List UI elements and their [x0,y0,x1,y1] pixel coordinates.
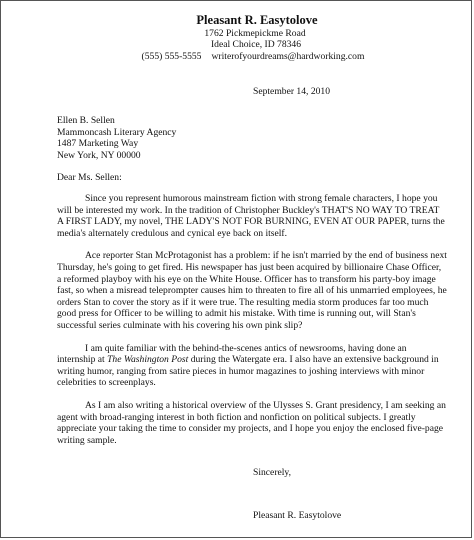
recipient-city: New York, NY 00000 [57,149,141,161]
sender-email: writerofyourdreams@hardworking.com [211,50,365,62]
paragraph-background-start: I am quite familiar with the behind-the-scenes antics of newsrooms, having done an internship at [57,342,407,366]
complimentary-close: Sincerely, [253,467,292,478]
signature-name: Pleasant R. Easytolove [253,510,342,521]
publication-title: The Washington Post [107,354,189,366]
sender-contact [35,51,471,62]
letterhead [1,13,471,62]
sender-name: Pleasant R. Easytolove [196,13,318,27]
paragraph-synopsis: Ace reporter Stan McProtagonist has a problem: if he isn't married by the end of business next Thursday, he's going to get fired. His newspaper has just been acquired by billionaire Chase Officer, a reformed playboy with his eye on the White House. Officer has to transform his party-boy image fast, so when a misread teleprompter causes him to threaten to fire all of his unmarried employees, he orders Stan to cover the story as if it were true. The resulting media storm produces far too much good press for Officer to be willing to admit his mistake. With time is running out, will Stan's successful series culminate with his covering his own pink slip? [57,250,447,331]
sender-street: 1762 Pickmepickme Road [204,28,306,39]
recipient-address [57,115,176,161]
paragraph-closing: As I am also writing a historical overview of the Ulysses S. Grant presidency, I am seeking an agent with broad-ranging interest in both fiction and nonfiction on political subjects. I greatly appreciate your taking the time to consider my projects, and I hope you enjoy the enclosed five-page writing sample. [57,399,446,446]
sender-phone: (555) 555-5555 [141,50,202,62]
recipient-agency: Mammoncash Literary Agency [57,126,177,138]
sender-city: Ideal Choice, ID 78346 [210,39,302,51]
salutation: Dear Ms. Sellen: [57,172,122,183]
recipient-name: Ellen B. Sellen [57,115,115,126]
letter-date: September 14, 2010 [253,86,331,97]
recipient-street: 1487 Marketing Way [57,138,139,150]
paragraph-background-end: during the Watergate era. I also have an extensive background in writing humor, ranging from satire pieces in humor magazines to joshing interviews with minor celebrities to screenplays. [57,354,439,389]
letter-body [57,193,447,457]
paragraph-background [57,343,447,389]
paragraph-intro: Since you represent humorous mainstream fiction with strong female characters, I hope you will be interested my work. In the tradition of Christopher Buckley's THAT'S NO WAY TO TREAT A FIRST LADY, my novel, THE LADY'S NOT FOR BURNING, EVEN AT OUR PAPER, turns the media's alternately credulous and cynical eye back on itself. [57,193,445,239]
